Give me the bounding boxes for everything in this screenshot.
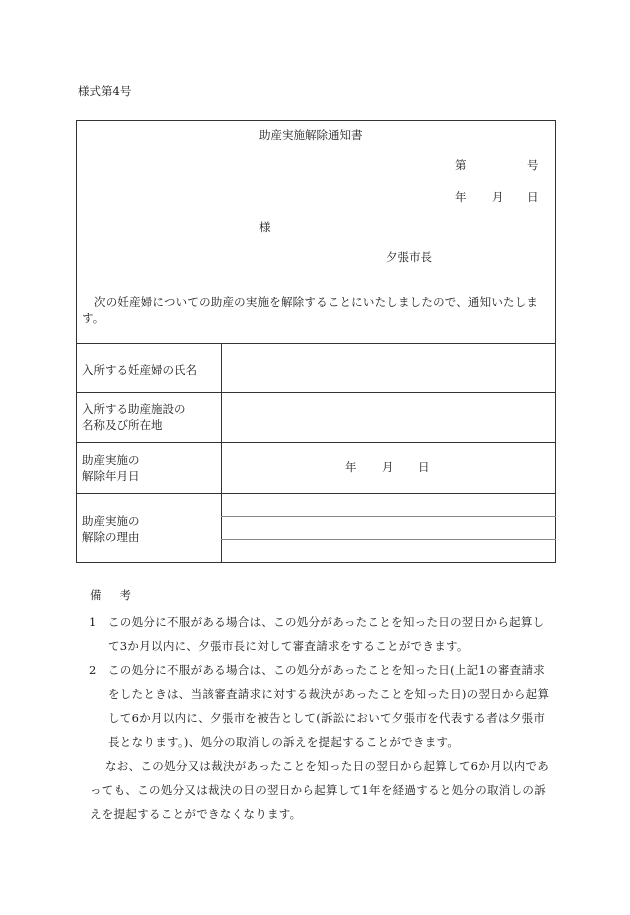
termination-date-day: 日 bbox=[418, 460, 430, 474]
body-text: 次の妊産婦についての助産の実施を解除することにいたしましたので、通知いたします。 bbox=[82, 295, 539, 325]
number-prefix: 第 bbox=[455, 158, 467, 172]
label-termination-date: 助産実施の 解除年月日 bbox=[82, 453, 140, 483]
note-1-number: 1 bbox=[89, 615, 97, 629]
date-year: 年 bbox=[455, 190, 467, 204]
reason-line-2 bbox=[221, 539, 556, 540]
date-month: 月 bbox=[492, 190, 504, 204]
row-divider-1 bbox=[76, 392, 556, 393]
note-2-text: この処分に不服がある場合は、この処分があったことを知った日(上記1の審査請求をしたときは、当該審査請求に対する裁決があったことを知った日)の翌日から起算して6か月以内に、夕張市を被告として(訴訟において夕張市を代表する者は夕張市長となります。)、処分の取消しの訴えを提起することができます。 bbox=[108, 663, 550, 749]
label-expectant-mother-name: 入所する妊産婦の氏名 bbox=[82, 363, 197, 377]
number-suffix: 号 bbox=[527, 158, 539, 172]
table-top-rule bbox=[76, 343, 556, 344]
note-2-number: 2 bbox=[89, 663, 97, 677]
termination-date-month: 月 bbox=[382, 460, 394, 474]
note-1-text: この処分に不服がある場合は、この処分があったことを知った日の翌日から起算して3か月以内に、夕張市長に対して審査請求をすることができます。 bbox=[108, 615, 545, 653]
termination-date-year: 年 bbox=[345, 460, 357, 474]
issuer-name: 夕張市長 bbox=[386, 250, 432, 264]
reason-line-1 bbox=[221, 516, 556, 517]
notes-heading: 備考 bbox=[90, 588, 149, 602]
notice-frame bbox=[76, 120, 556, 563]
label-termination-reason: 助産実施の 解除の理由 bbox=[82, 514, 140, 544]
document-title: 助産実施解除通知書 bbox=[259, 128, 363, 142]
note-supplement-text: なお、この処分又は裁決があったことを知った日の翌日から起算して6か月以内であっても、この処分又は裁決の日の翌日から起算して1年を経過すると処分の取消しの訴えを提起することができなくなります。 bbox=[90, 759, 550, 821]
table-column-divider bbox=[221, 343, 222, 563]
row-divider-2 bbox=[76, 442, 556, 443]
row-divider-3 bbox=[76, 493, 556, 494]
label-facility-name-address: 入所する助産施設の 名称及び所在地 bbox=[82, 402, 186, 432]
addressee-suffix: 様 bbox=[259, 220, 271, 234]
form-number: 様式第4号 bbox=[78, 84, 132, 98]
date-day: 日 bbox=[527, 190, 539, 204]
